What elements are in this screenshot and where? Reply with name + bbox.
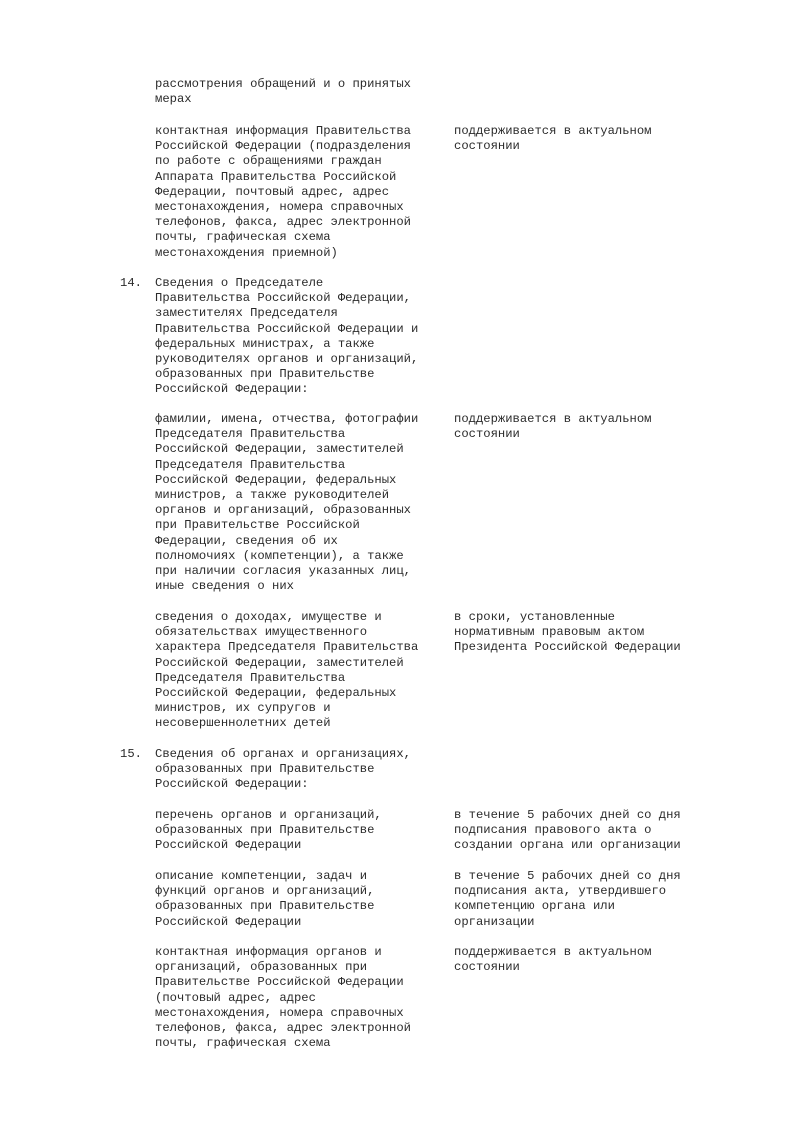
section-15-heading: Сведения об органах и организациях, образованных при Правительстве Российской Федерации: bbox=[155, 747, 411, 792]
entry-5-term: в течение 5 рабочих дней со дня подписания правового акта о создании органа или организации bbox=[454, 808, 681, 853]
entry-6-description: описание компетенции, задач и функций органов и организаций, образованных при Правительстве Российской Федерации bbox=[155, 869, 375, 929]
entry-2-description: контактная информация Правительства Российской Федерации (подразделения по работе с обращениями граждан Аппарата Правительства Российской Федерации, почтовый адрес, адрес местонахождения, номера справочных телефонов, факса, адрес электронной почты, графическая схема местонахождения приемной) bbox=[155, 124, 411, 260]
entry-1-description: рассмотрения обращений и о принятых мерах bbox=[155, 77, 411, 107]
entry-7-term: поддерживается в актуальном состоянии bbox=[454, 945, 652, 975]
entry-7-description: контактная информация органов и организаций, образованных при Правительстве Российской Федерации (почтовый адрес, адрес местонахождения, номера справочных телефонов, факса, адрес электронной почты, графическая схема bbox=[155, 945, 411, 1051]
entry-3-term: поддерживается в актуальном состоянии bbox=[454, 412, 652, 442]
entry-4-description: сведения о доходах, имуществе и обязательствах имущественного характера Председателя Правительства Российской Федерации, заместителей Председателя Правительства Российской Федерации, федеральных министров, их супругов и несовершеннолетних детей bbox=[155, 610, 419, 731]
section-14-number: 14. bbox=[120, 276, 142, 290]
entry-3-description: фамилии, имена, отчества, фотографии Председателя Правительства Российской Федерации, заместителей Председателя Правительства Российской Федерации, федеральных министров, а также руководителей органов и организаций, образованных при Правительстве Российской Федерации, сведения об их полномочиях (компетенции), а также при наличии согласия указанных лиц, иные сведения о них bbox=[155, 412, 419, 594]
entry-6-term: в течение 5 рабочих дней со дня подписания акта, утвердившего компетенцию органа или организации bbox=[454, 869, 681, 929]
entry-4-term: в сроки, установленные нормативным правовым актом Президента Российской Федерации bbox=[454, 610, 681, 655]
entry-5-description: перечень органов и организаций, образованных при Правительстве Российской Федерации bbox=[155, 808, 382, 853]
section-15-number: 15. bbox=[120, 747, 142, 761]
entry-2-term: поддерживается в актуальном состоянии bbox=[454, 124, 652, 154]
section-14-heading: Сведения о Председателе Правительства Российской Федерации, заместителях Председателя Правительства Российской Федерации и федеральных министрах, а также руководителях органов и организаций, образованных при Правительстве Российской Федерации: bbox=[155, 276, 419, 397]
